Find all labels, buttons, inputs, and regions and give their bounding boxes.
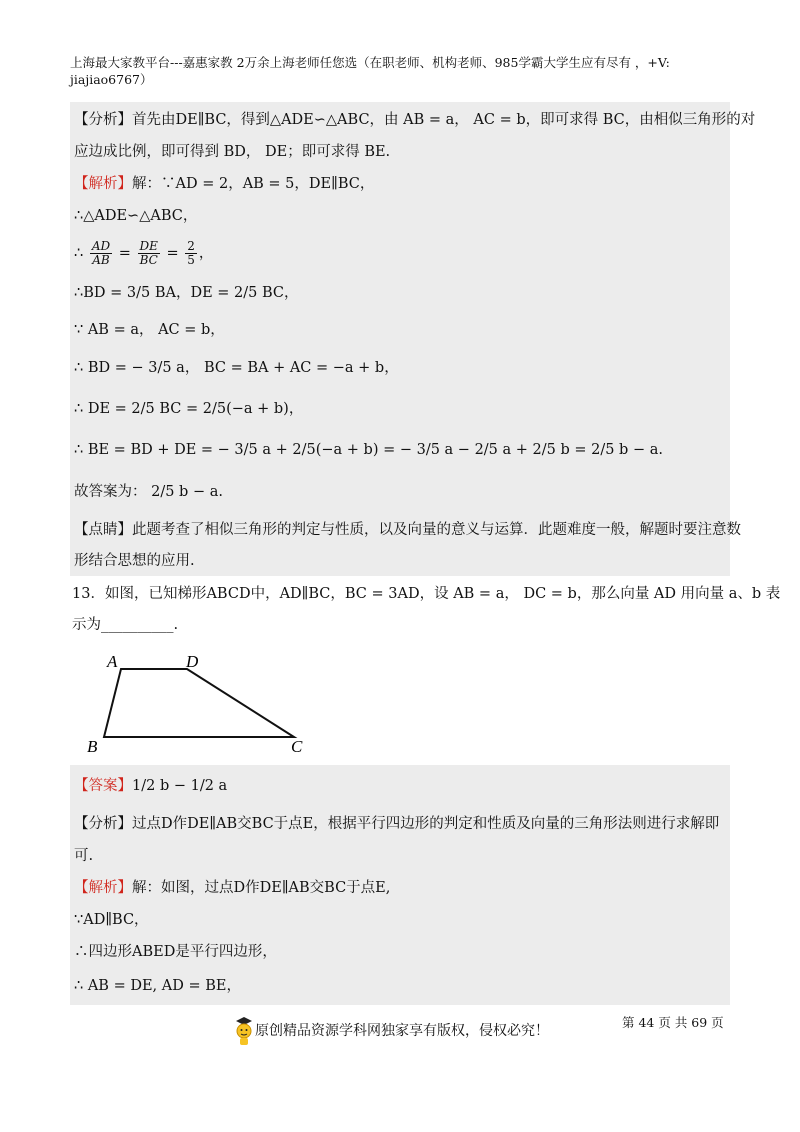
vertex-label-b: B xyxy=(87,737,98,756)
solution-line-4: ∴BD = 3/5 BA，DE = 2/5 BC， xyxy=(74,285,299,301)
page-header xyxy=(70,54,730,88)
comment-line-1 xyxy=(74,520,741,540)
analysis-label: 【分析】 xyxy=(74,112,132,128)
vertex-label-a: A xyxy=(107,652,118,671)
solution-line-7: ∴ DE = 2/5 BC = 2/5(−a + b)， xyxy=(74,401,304,417)
copyright-notice: 原创精品资源学科网独家享有版权，侵权必究！ xyxy=(255,1023,549,1039)
fraction-ad-ab: $\frac{AD}{AB}$ xyxy=(91,239,111,267)
answer-line: 故答案为： 2/5 b − a. xyxy=(74,484,223,500)
header-line-1: 上海最大家教平台---嘉惠家教 2万余上海老师任您选（在职老师、机构老师、985学霸大学生应有尽有 ，+V: xyxy=(70,55,670,70)
analysis-text: 首先由DE∥BC，得到△ADE∽△ABC，由 AB = a， AC = b，即可求得 BC，由相似三角形的对 xyxy=(132,112,756,128)
analysis-13-label: 【分析】 xyxy=(74,816,132,832)
answer-label: 【答案】 xyxy=(74,778,132,794)
solution-line-8: ∴ BE = BD + DE = − 3/5 a + 2/5(−a + b) = − 3/5 a − 2/5 a + 2/5 b = 2/5 b − a. xyxy=(74,442,663,458)
solution-line-6: ∴ BD = − 3/5 a， BC = BA + AC = −a + b， xyxy=(74,360,399,376)
vertex-label-d: D xyxy=(186,652,199,671)
solution-label: 【解析】 xyxy=(74,176,132,192)
comment-line-2: 形结合思想的应用. xyxy=(74,553,195,569)
solution-13-line-2: ∵AD∥BC， xyxy=(74,912,149,928)
solution-13-line-1 xyxy=(74,878,390,898)
answer-value: 1/2 b − 1/2 a xyxy=(132,778,228,794)
solution-13-line-3: ∴四边形ABED是平行四边形， xyxy=(74,944,277,960)
answer-13-line xyxy=(74,776,227,796)
solution-line-3: ∴ $\frac{AD}{AB}$ = $\frac{DE}{BC}$ = $\frac{2}{5}$ ， xyxy=(74,239,214,267)
problem-13-line-2: 示为__________. xyxy=(72,617,179,633)
fraction-de-bc: $\frac{DE}{BC}$ xyxy=(139,239,158,267)
comment-label: 【点睛】 xyxy=(74,522,132,538)
solution-13-label: 【解析】 xyxy=(74,880,132,896)
analysis-line-2: 应边成比例，即可得到 BD， DE；即可求得 BE. xyxy=(74,144,391,160)
solution-line-5: ∵ AB = a， AC = b， xyxy=(74,322,225,338)
solution-line-2: ∴△ADE∽△ABC， xyxy=(74,208,198,224)
trapezoid-figure xyxy=(80,648,320,758)
header-line-2: jiajiao6767） xyxy=(70,72,153,87)
therefore-symbol: ∴ xyxy=(74,245,84,262)
analysis-13-line-1 xyxy=(74,814,719,834)
mascot-icon xyxy=(232,1016,256,1046)
analysis-13-line-2: 可. xyxy=(74,848,94,864)
vertex-label-c: C xyxy=(291,737,303,756)
page-number: 第 44 页 共 69 页 xyxy=(622,1015,724,1030)
solution-line-1 xyxy=(74,174,374,194)
comment-text: 此题考查了相似三角形的判定与性质，以及向量的意义与运算．此题难度一般，解题时要注意数 xyxy=(132,522,741,538)
solution-text: 解：∵AD = 2，AB = 5，DE∥BC， xyxy=(132,176,375,192)
analysis-line-1 xyxy=(74,110,755,130)
comma: ， xyxy=(198,245,214,262)
solution-13-line-4: ∴ AB = DE, AD = BE， xyxy=(74,978,241,994)
fraction-two-fifths: $\frac{2}{5}$ xyxy=(187,239,195,267)
trapezoid-abcd xyxy=(104,669,294,737)
solution-13-text: 解：如图，过点D作DE∥AB交BC于点E, xyxy=(132,880,391,896)
problem-13-line-1: 13．如图，已知梯形ABCD中，AD∥BC，BC = 3AD，设 AB = a， DC = b，那么向量 AD 用向量 a、b 表 xyxy=(72,586,781,602)
analysis-13-text: 过点D作DE∥AB交BC于点E，根据平行四边形的判定和性质及向量的三角形法则进行求解即 xyxy=(132,816,720,832)
